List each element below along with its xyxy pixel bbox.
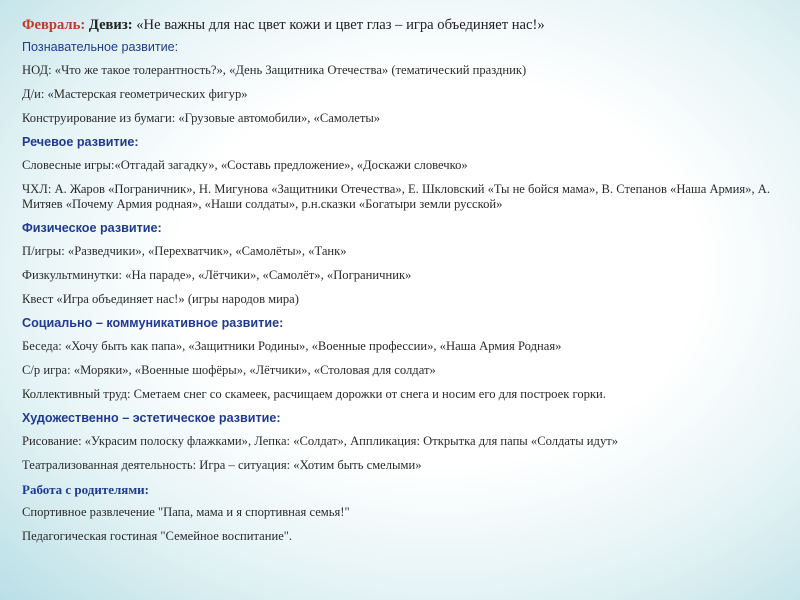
text-line: П/игры: «Разведчики», «Перехватчик», «Самолёты», «Танк»	[22, 244, 347, 258]
text-line: Квест «Игра объединяет нас!» (игры народов мира)	[22, 292, 299, 306]
slide-title	[22, 16, 782, 34]
section-heading-artistic: Художественно – эстетическое развитие:	[22, 411, 281, 425]
text-line: Театрализованная деятельность: Игра – ситуация: «Хотим быть смелыми»	[22, 458, 422, 472]
text-line: С/р игра: «Моряки», «Военные шофёры», «Лётчики», «Столовая для солдат»	[22, 363, 436, 377]
text-line: НОД: «Что же такое толерантность?», «День Защитника Отечества» (тематический праздник)	[22, 63, 527, 77]
month-label: Февраль:	[22, 17, 86, 33]
text-line: Конструирование из бумаги: «Грузовые автомобили», «Самолеты»	[22, 111, 381, 125]
text-line: Беседа: «Хочу быть как папа», «Защитники Родины», «Военные профессии», «Наша Армия Родная»	[22, 339, 562, 353]
text-line: Словесные игры:«Отгадай загадку», «Составь предложение», «Доскажи словечко»	[22, 158, 468, 172]
section-heading-cognitive: Познавательное развитие:	[22, 40, 179, 54]
section-heading-parents: Работа с родителями:	[22, 482, 149, 497]
text-line: Физкультминутки: «На параде», «Лётчики», «Самолёт», «Пограничник»	[22, 268, 412, 282]
text-line: Спортивное развлечение "Папа, мама и я спортивная семья!"	[22, 505, 350, 519]
section-heading-social: Социально – коммуникативное развитие:	[22, 316, 284, 330]
slide-content	[22, 10, 782, 553]
motto-label: Девиз:	[88, 17, 133, 33]
text-line: ЧХЛ: А. Жаров «Пограничник», Н. Мигунова «Защитники Отечества», Е. Шкловский «Ты не бойся мама», В. Степанов «Наша Армия», А. Митяев «Почему Армия родная», «Наши солдаты», р.н.сказки «Богатыри земли русской»	[22, 182, 770, 211]
section-heading-speech: Речевое развитие:	[22, 135, 139, 149]
text-line: Коллективный труд: Сметаем снег со скамеек, расчищаем дорожки от снега и носим его для построек горки.	[22, 387, 606, 401]
section-heading-physical: Физическое развитие:	[22, 221, 162, 235]
text-line: Педагогическая гостиная "Семейное воспитание".	[22, 529, 293, 543]
motto-text: «Не важны для нас цвет кожи и цвет глаз – игра объединяет нас!»	[136, 17, 545, 33]
text-line: Д/и: «Мастерская геометрических фигур»	[22, 87, 248, 101]
text-line: Рисование: «Украсим полоску флажками», Лепка: «Солдат», Аппликация: Открытка для папы «Солдаты идут»	[22, 434, 619, 448]
